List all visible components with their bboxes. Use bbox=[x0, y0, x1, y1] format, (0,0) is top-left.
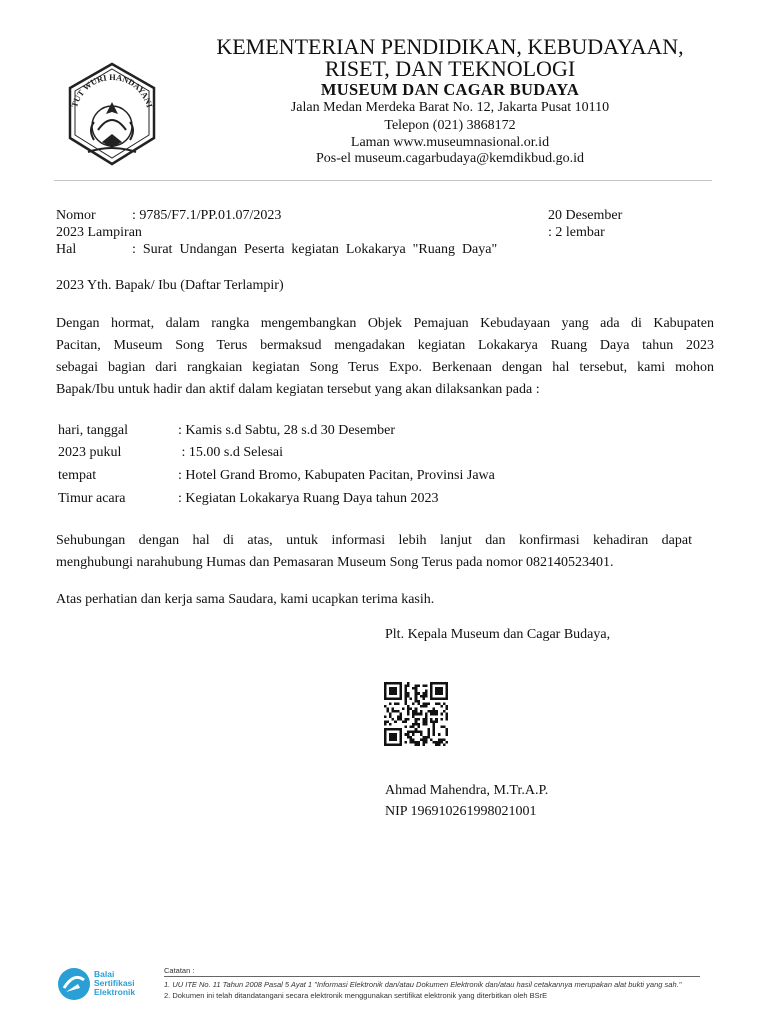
footer-note-1: 1. UU ITE No. 11 Tahun 2008 Pasal 5 Ayat 1 "Informasi Elektronik dan/atau Dokumen Elektronik dan/atau hasil cetakannya merupakan alat bukti yang sah." bbox=[164, 980, 682, 989]
lampiran-value: : 2 lembar bbox=[548, 225, 605, 240]
schedule-value-day: : Kamis s.d Sabtu, 28 s.d 30 Desember bbox=[178, 423, 395, 438]
bsre-line: Sertifikasi bbox=[94, 978, 135, 988]
followup-paragraph bbox=[56, 530, 692, 574]
footer-divider bbox=[164, 976, 700, 977]
schedule-value-event: : Kegiatan Lokakarya Ruang Daya tahun 2023 bbox=[178, 491, 439, 506]
institution-name: MUSEUM DAN CAGAR BUDAYA bbox=[320, 80, 580, 99]
schedule-label-time: 2023 pukul bbox=[58, 445, 122, 460]
intro-line: Pacitan, Museum Song Terus bermaksud mengadakan kegiatan Lokakarya Ruang Daya tahun 2023 bbox=[56, 338, 714, 353]
signatory-name: Ahmad Mahendra, M.Tr.A.P. bbox=[385, 783, 549, 798]
address-line: Jalan Medan Merdeka Barat No. 12, Jakarta Pusat 10110 bbox=[290, 100, 610, 115]
qr-code-icon bbox=[384, 682, 448, 746]
website-line: Laman www.museumnasional.or.id bbox=[350, 135, 550, 150]
hal-value: : Surat Undangan Peserta kegiatan Lokakarya "Ruang Daya" bbox=[132, 242, 498, 257]
header-divider bbox=[54, 180, 712, 181]
ministry-name-line2: RISET, DAN TEKNOLOGI bbox=[324, 56, 576, 81]
followup-line: menghubungi narahubung Humas dan Pemasaran Museum Song Terus pada nomor 082140523401. bbox=[56, 555, 614, 570]
followup-line: Sehubungan dengan hal di atas, untuk informasi lebih lanjut dan konfirmasi kehadiran dapat bbox=[56, 533, 692, 548]
bsre-logo-icon bbox=[56, 966, 92, 1002]
bsre-name bbox=[94, 970, 135, 997]
schedule-value-place: : Hotel Grand Bromo, Kabupaten Pacitan, Provinsi Jawa bbox=[178, 468, 495, 483]
schedule-label-event: Timur acara bbox=[58, 491, 126, 506]
intro-line: Bapak/Ibu untuk hadir dan aktif dalam kegiatan tersebut yang akan dilaksankan pada : bbox=[56, 382, 540, 397]
svg-text:TUT WURI HANDAYANI: TUT WURI HANDAYANI bbox=[69, 71, 155, 109]
ministry-name-line1: KEMENTERIAN PENDIDIKAN, KEBUDAYAAN, bbox=[216, 34, 684, 59]
intro-line: sebagai bagian dari rangkaian kegiatan Song Terus Expo. Berkenaan dengan hal tersebut, kami mohon bbox=[56, 360, 714, 375]
schedule-label-place: tempat bbox=[58, 468, 97, 483]
nomor-value: : 9785/F7.1/PP.01.07/2023 bbox=[132, 208, 282, 223]
bsre-line: Elektronik bbox=[94, 987, 136, 997]
date-year-lampiran-label: 2023 Lampiran bbox=[56, 225, 142, 240]
footer-note-2: 2. Dokumen ini telah ditandatangani secara elektronik menggunakan sertifikat elektronik yang diterbitkan oleh BSrE bbox=[164, 991, 548, 1000]
addressee: 2023 Yth. Bapak/ Ibu (Daftar Terlampir) bbox=[56, 278, 284, 293]
bsre-line: Balai bbox=[94, 969, 115, 979]
tut-wuri-handayani-logo bbox=[58, 60, 166, 168]
schedule-label-day: hari, tanggal bbox=[58, 423, 128, 438]
email-line: Pos-el museum.cagarbudaya@kemdikbud.go.id bbox=[316, 151, 584, 166]
letter-date: 20 Desember bbox=[548, 208, 623, 223]
schedule-value-time: : 15.00 s.d Selesai bbox=[178, 445, 283, 460]
catatan-label: Catatan : bbox=[164, 966, 195, 975]
intro-line: Dengan hormat, dalam rangka mengembangkan Objek Pemajuan Kebudayaan yang ada di Kabupaten bbox=[56, 316, 714, 331]
hal-label: Hal bbox=[56, 242, 77, 257]
signatory-title: Plt. Kepala Museum dan Cagar Budaya, bbox=[385, 627, 611, 642]
signatory-nip: NIP 196910261998021001 bbox=[385, 804, 537, 819]
phone-line: Telepon (021) 3868172 bbox=[384, 118, 516, 133]
nomor-label: Nomor bbox=[56, 208, 96, 223]
intro-paragraph bbox=[56, 313, 714, 401]
closing-sentence: Atas perhatian dan kerja sama Saudara, kami ucapkan terima kasih. bbox=[56, 592, 435, 607]
